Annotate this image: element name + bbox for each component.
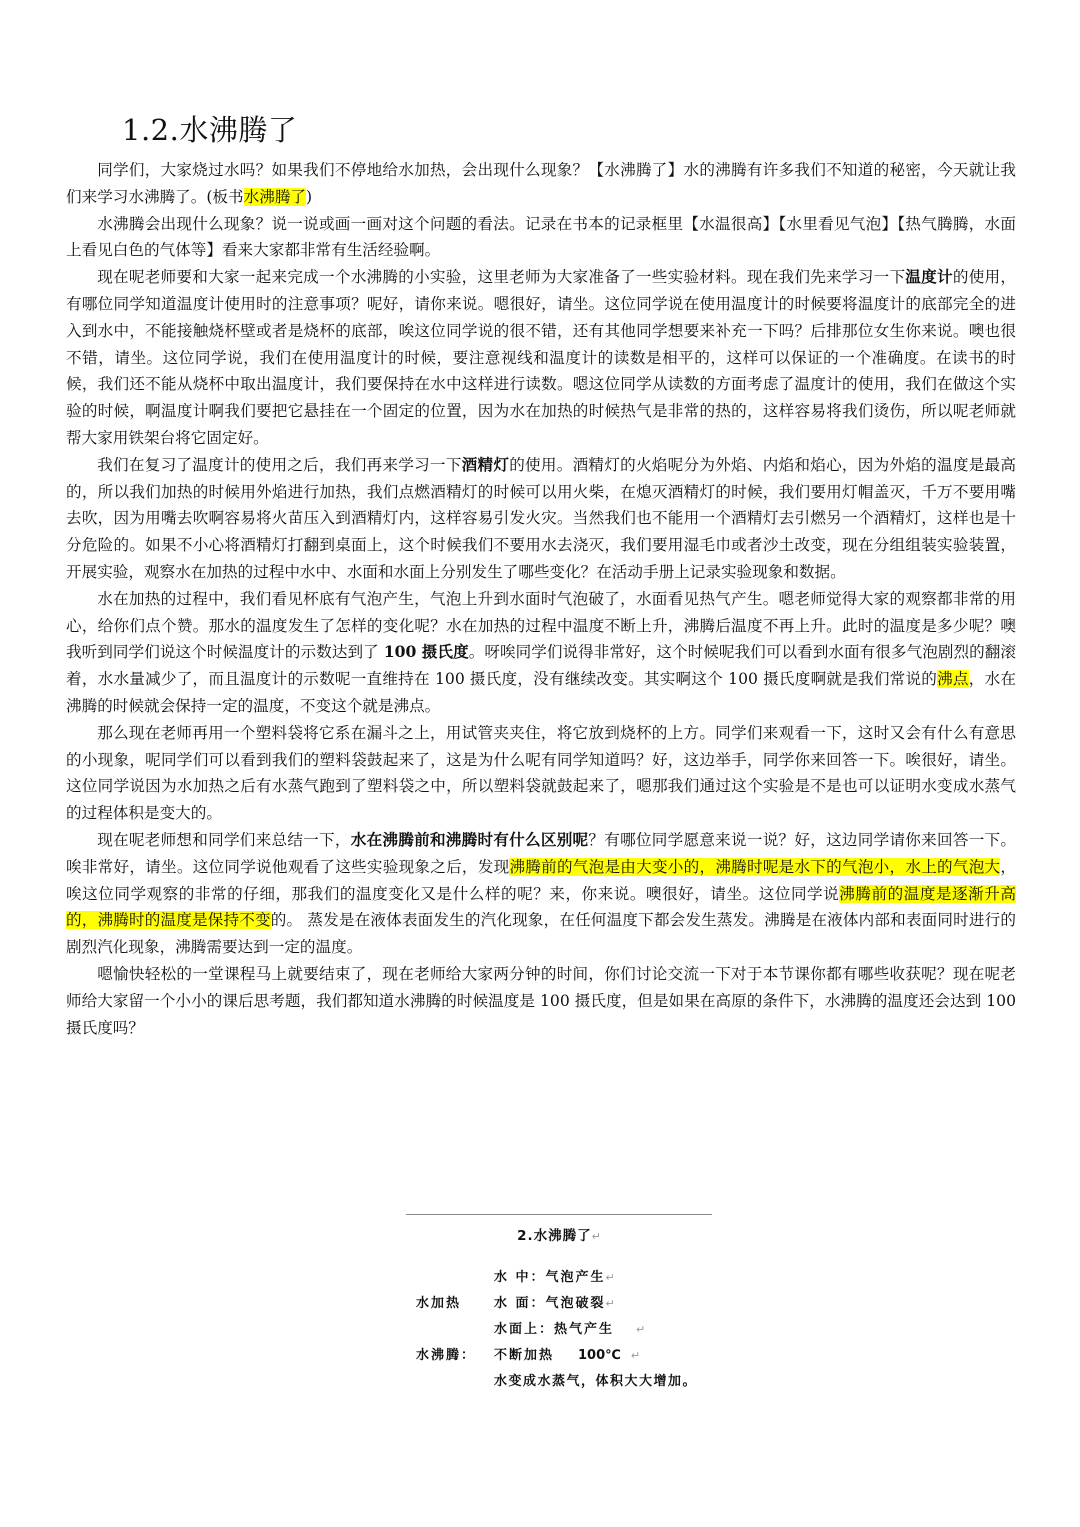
return-mark: ↵ — [591, 1230, 601, 1243]
paragraph — [66, 264, 1016, 452]
return-mark: ↵ — [605, 1271, 615, 1284]
paragraph — [66, 157, 1016, 211]
board-row-water-surface — [494, 1292, 615, 1311]
text-run: ？有哪位同学愿意来说一说？好，这边同学请你来回答一下。唉非常好，请坐。这位同学说他观看了这些实验现象之后，发现 — [66, 830, 1016, 876]
paragraph — [66, 961, 1016, 1041]
highlighted-text: 沸腾前的气泡是由大变小的，沸腾时呢是水下的气泡小，水上的气泡大 — [509, 857, 1001, 876]
board-row-text: 水 面：气泡破裂 — [494, 1296, 606, 1311]
text-run: ，水在沸腾的时候就会保持一定的温度，不变这个就是沸点。 — [66, 670, 1016, 715]
bold-term: 酒精灯 — [461, 454, 510, 474]
paragraph — [66, 827, 1016, 961]
board-heat-label: 水加热 — [416, 1296, 462, 1311]
board-row-heating — [494, 1344, 640, 1363]
board-row-above-surface — [494, 1318, 645, 1337]
lesson-text — [66, 157, 1016, 1041]
text-run: 那么现在老师再用一个塑料袋将它系在漏斗之上，用试管夹夹住，将它放到烧杯的上方。同学们来观看一下，这时又会有什么有意思的小现象，呢同学们可以看到我们的塑料袋鼓起来了，这是为什么呢有同学知道吗？好，这边举手，同学你来回答一下。唉很好，请坐。这位同学说因为水加热之后有水蒸气跑到了塑料袋之中，所以塑料袋就鼓起来了，嗯那我们通过这个实验是不是也可以证明水变成水蒸气的过程体积是变大的。 — [66, 723, 1016, 823]
blackboard-summary — [406, 1214, 712, 1389]
text-run: 的使用，有哪位同学知道温度计使用时的注意事项？呢好，请你来说。嗯很好，请坐。这位同学说在使用温度计的时候要将温度计的底部完全的进入到水中，不能接触烧杯壁或者是烧杯的底部，唉这位同学说的很不错，还有其他同学想要来补充一下吗？后排那位女生你来说。噢也很不错，请坐。这位同学说，我们在使用温度计的时候，要注意视线和温度计的读数是相平的，这样可以保证的一个准确度。在读书的时候，我们还不能从烧杯中取出温度计，我们要保持在水中这样进行读数。嗯这位同学从读数的方面考虑了温度计的使用，我们在做这个实验的时候，啊温度计啊我们要把它悬挂在一个固定的位置，因为水在加热的时候热气是非常的热的，这样容易将我们烫伤，所以呢老师就帮大家用铁架台将它固定好。 — [66, 268, 1016, 447]
board-title — [406, 1224, 712, 1244]
board-row-text: 水面上：热气产生 — [494, 1322, 615, 1337]
board-boil-label: 水沸腾： — [416, 1348, 477, 1363]
board-row-text: 水 中：气泡产生 — [494, 1270, 606, 1285]
text-run: 嗯愉快轻松的一堂课程马上就要结束了，现在老师给大家两分钟的时间，你们讨论交流一下对于本节课你都有哪些收获呢？现在呢老师给大家留一个小小的课后思考题，我们都知道水沸腾的时候温度是 100 摄氏度，但是如果在高原的条件下，水沸腾的温度还会达到 100 摄氏度吗？ — [66, 964, 1016, 1037]
return-mark: ↵ — [605, 1297, 615, 1310]
highlighted-text: 水沸腾了 — [243, 187, 307, 206]
text-run: 我们在复习了温度计的使用之后，我们再来学习一下 — [97, 455, 462, 474]
highlighted-text: 沸腾前的温度是逐渐升高的，沸腾时的温度是保持不变 — [66, 884, 1016, 930]
board-row-steam: 水变成水蒸气，体积大大增加。 — [494, 1374, 698, 1389]
text-run: 同学们，大家烧过水吗？如果我们不停地给水加热，会出现什么现象？【水沸腾了】水的沸腾有许多我们不知道的秘密，今天就让我们来学习水沸腾了。(板书 — [66, 161, 1016, 206]
board-row-text: 不断加热 — [494, 1348, 555, 1363]
text-run: ，唉这位同学观察的非常的仔细，那我们的温度变化又是什么样的呢？来，你来说。噢很好，请坐。这位同学说 — [66, 857, 1016, 903]
text-run: 的使用。酒精灯的火焰呢分为外焰、内焰和焰心，因为外焰的温度是最高的，所以我们加热的时候用外焰进行加热，我们点燃酒精灯的时候可以用火柴，在熄灭酒精灯的时候，我们要用灯帽盖灭，千万不要用嘴去吹，因为用嘴去吹啊容易将火苗压入到酒精灯内，这样容易引发火灾。当然我们也不能用一个酒精灯去引燃另一个酒精灯，这样也是十分危险的。如果不小心将酒精灯打翻到桌面上，这个时候我们不要用水去浇灭，我们要用湿毛巾或者沙土改变，现在分组组装实验装置，开展实验，观察水在加热的过程中水中、水面和水面上分别发生了哪些变化？在活动手册上记录实验现象和数据。 — [66, 455, 1016, 581]
bold-term: 水在沸腾前和沸腾时有什么区别呢 — [350, 829, 589, 849]
text-run: 水沸腾会出现什么现象？说一说或画一画对这个问题的看法。记录在书本的记录框里【水温很高】【水里看见气泡】【热气腾腾，水面上看见白色的气体等】看来大家都非常有生活经验啊。 — [66, 214, 1016, 260]
board-row-water-in — [494, 1266, 615, 1285]
board-title-text: 2.水沸腾了 — [517, 1228, 592, 1244]
paragraph — [66, 586, 1016, 720]
board-temperature: 100℃ — [578, 1348, 621, 1363]
text-run: ) — [306, 187, 313, 206]
return-mark: ↵ — [630, 1349, 641, 1362]
text-run: 水在加热的过程中，我们看见杯底有气泡产生，气泡上升到水面时气泡破了，水面看见热气产生。嗯老师觉得大家的观察都非常的用心，给你们点个赞。那水的温度发生了怎样的变化呢？水在加热的过程中温度不断上升，沸腾后温度不再上升。此时的温度是多少呢？噢我听到同学们说这个时候温度计的示数达到了 — [66, 589, 1016, 662]
bold-term: 温度计 — [905, 267, 953, 287]
bold-term: 100 摄氏度 — [383, 642, 469, 662]
paragraph — [66, 211, 1016, 265]
return-mark: ↵ — [636, 1323, 646, 1336]
paragraph — [66, 720, 1016, 827]
highlighted-text: 沸点 — [937, 670, 969, 689]
text-run: 现在呢老师要和大家一起来完成一个水沸腾的小实验，这里老师为大家准备了一些实验材料。现在我们先来学习一下 — [97, 268, 906, 287]
text-run: 现在呢老师想和同学们来总结一下， — [97, 830, 351, 849]
page-title: 1.2.水沸腾了 — [122, 113, 298, 147]
text-run: 的。 蒸发是在液体表面发生的汽化现象，在任何温度下都会发生蒸发。沸腾是在液体内部和表面同时进行的剧烈汽化现象，沸腾需要达到一定的温度。 — [66, 911, 1016, 957]
text-run: 。呀唉同学们说得非常好，这个时候呢我们可以看到水面有很多气泡剧烈的翻滚着，水水量减少了，而且温度计的示数呢一直维持在 100 摄氏度，没有继续改变。其实啊这个 100 摄氏度啊就是我们常说的 — [66, 643, 1016, 689]
paragraph — [66, 452, 1016, 586]
